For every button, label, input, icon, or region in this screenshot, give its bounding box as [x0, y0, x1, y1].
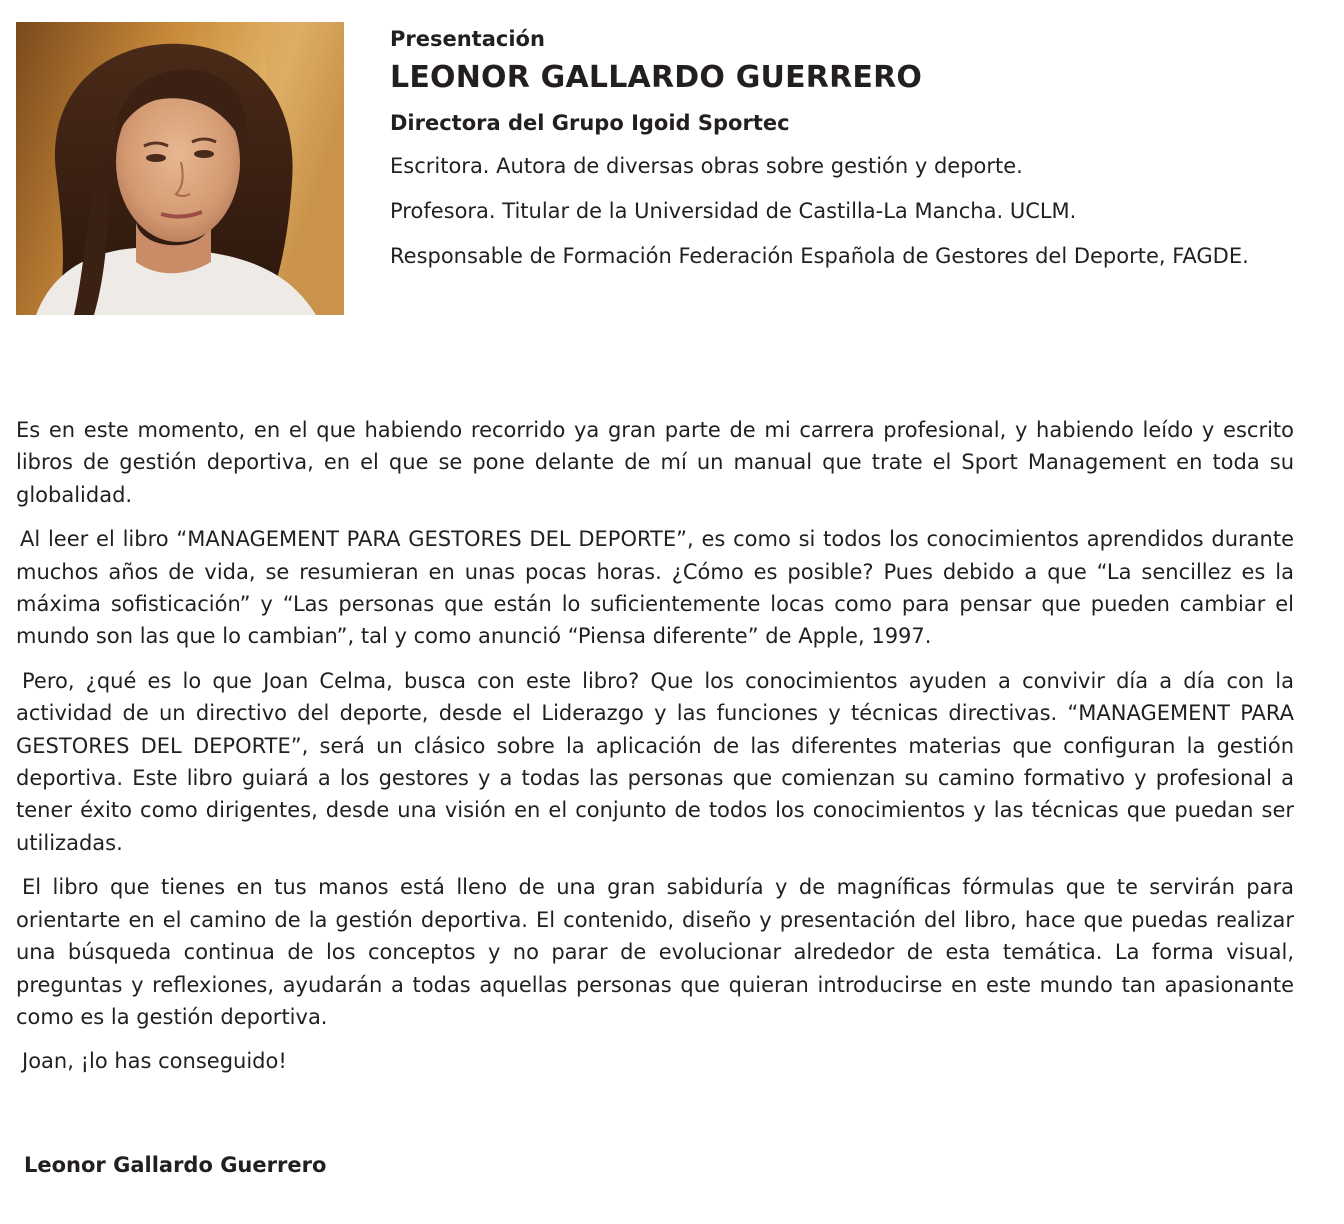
presentation-body [16, 414, 1294, 1090]
credential-training: Responsable de Formación Federación Española de Gestores del Deporte, FAGDE. [390, 244, 1249, 268]
body-paragraph: Al leer el libro “MANAGEMENT PARA GESTORES DEL DEPORTE”, es como si todos los conocimientos aprendidos durante muchos años de vida, se resumieran en unas pocas horas. ¿Cómo es posible? Pues debido a que “La sencillez es la máxima sofisticación” y “Las personas que están lo suficientemente locas como para pensar que pueden cambiar el mundo son las que lo cambian”, tal y como anunció “Piensa diferente” de Apple, 1997. [16, 527, 1294, 649]
body-paragraph: El libro que tienes en tus manos está lleno de una gran sabiduría y de magníficas fórmulas que te servirán para orientarte en el camino de la gestión deportiva. El contenido, diseño y presentación del libro, hace que puedas realizar una búsqueda continua de los conceptos y no parar de evolucionar alrededor de esta temática. La forma visual, preguntas y reflexiones, ayudarán a todas aquellas personas que quieran introducirse en este mundo tan apasionante como es la gestión deportiva. [16, 875, 1294, 1029]
presenter-name: LEONOR GALLARDO GUERRERO [390, 60, 923, 95]
portrait-photo-icon [16, 22, 344, 315]
signature: Leonor Gallardo Guerrero [24, 1153, 327, 1177]
body-paragraph: Pero, ¿qué es lo que Joan Celma, busca con este libro? Que los conocimientos ayuden a convivir día a día con la actividad de un directivo del deporte, desde el Liderazgo y las funciones y técnicas directivas. “MANAGEMENT PARA GESTORES DEL DEPORTE”, será un clásico sobre la aplicación de las diferentes materias que configuran la gestión deportiva. Este libro guiará a los gestores y a todas las personas que comienzan su camino formativo y profesional a tener éxito como dirigentes, desde una visión en el conjunto de todos los conocimientos y las técnicas que puedan ser utilizadas. [16, 668, 1294, 855]
presenter-header [390, 26, 1310, 273]
credential-writer: Escritora. Autora de diversas obras sobre gestión y deporte. [390, 154, 1023, 178]
body-paragraph: Joan, ¡lo has conseguido! [22, 1049, 287, 1074]
presenter-role: Directora del Grupo Igoid Sportec [390, 111, 790, 135]
portrait-photo [16, 22, 344, 315]
body-paragraph: Es en este momento, en el que habiendo recorrido ya gran parte de mi carrera profesional, y habiendo leído y escrito libros de gestión deportiva, en el que se pone delante de mí un manual que trate el Sport Management en toda su globalidad. [16, 418, 1294, 507]
credential-professor: Profesora. Titular de la Universidad de Castilla-La Mancha. UCLM. [390, 199, 1077, 223]
section-kicker: Presentación [390, 27, 545, 51]
